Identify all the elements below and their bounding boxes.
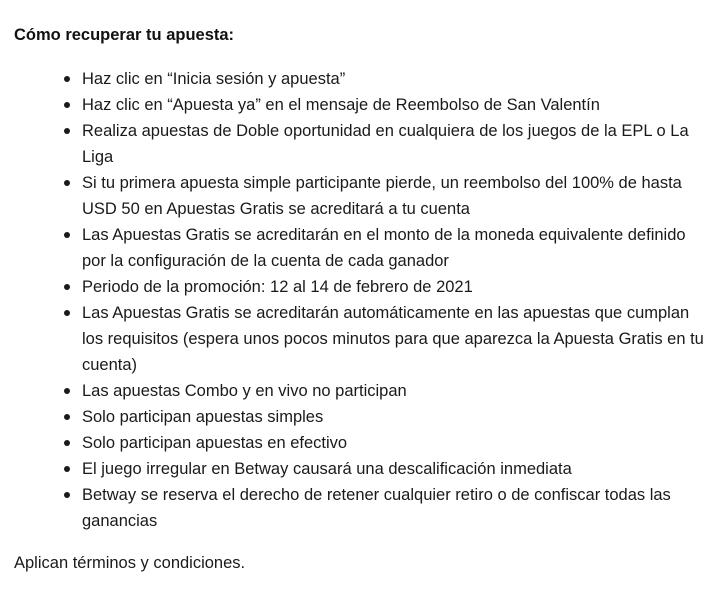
- list-item-text: Solo participan apuestas simples: [82, 408, 324, 426]
- bullet-icon: [64, 102, 70, 108]
- list-item: [60, 430, 710, 456]
- list-item: [60, 482, 710, 534]
- bullet-icon: [64, 76, 70, 82]
- list-item-text: Haz clic en “Inicia sesión y apuesta”: [82, 70, 346, 88]
- list-item-text: Periodo de la promoción: 12 al 14 de febrero de 2021: [82, 278, 473, 296]
- bullet-icon: [64, 310, 70, 316]
- list-item-text: Las apuestas Combo y en vivo no participan: [82, 382, 407, 400]
- list-item: [60, 300, 710, 378]
- list-item: [60, 118, 710, 170]
- list-item: [60, 92, 710, 118]
- list-item: [60, 170, 710, 222]
- bullet-icon: [64, 388, 70, 394]
- bullet-icon: [64, 284, 70, 290]
- list-item-text: Si tu primera apuesta simple participante pierde, un reembolso del 100% de hasta USD 50 en Apuestas Gratis se acreditará a tu cuenta: [82, 174, 682, 218]
- bullet-icon: [64, 180, 70, 186]
- list-item: [60, 378, 710, 404]
- bullet-icon: [64, 128, 70, 134]
- list-item-text: Haz clic en “Apuesta ya” en el mensaje de Reembolso de San Valentín: [82, 96, 600, 114]
- list-item: [60, 404, 710, 430]
- list-item: [60, 274, 710, 300]
- list-item-text: El juego irregular en Betway causará una descalificación inmediata: [82, 460, 572, 478]
- list-item: [60, 66, 710, 92]
- list-item-text: Las Apuestas Gratis se acreditarán en el monto de la moneda equivalente definido por la configuración de la cuenta de cada ganador: [82, 226, 686, 270]
- list-item-text: Betway se reserva el derecho de retener cualquier retiro o de confiscar todas las ganancias: [82, 486, 671, 530]
- list-item-text: Las Apuestas Gratis se acreditarán automáticamente en las apuestas que cumplan los requisitos (espera unos pocos minutos para que aparezca la Apuesta Gratis en tu cuenta): [82, 304, 704, 374]
- terms-note: Aplican términos y condiciones.: [14, 554, 246, 572]
- section-heading: Cómo recuperar tu apuesta:: [14, 26, 235, 44]
- bullet-icon: [64, 414, 70, 420]
- list-item-text: Solo participan apuestas en efectivo: [82, 434, 348, 452]
- list-item: [60, 456, 710, 482]
- list-item: [60, 222, 710, 274]
- bullet-icon: [64, 466, 70, 472]
- bullet-icon: [64, 492, 70, 498]
- steps-list: [60, 66, 710, 534]
- bullet-icon: [64, 440, 70, 446]
- bullet-icon: [64, 232, 70, 238]
- list-item-text: Realiza apuestas de Doble oportunidad en cualquiera de los juegos de la EPL o La Liga: [82, 122, 689, 166]
